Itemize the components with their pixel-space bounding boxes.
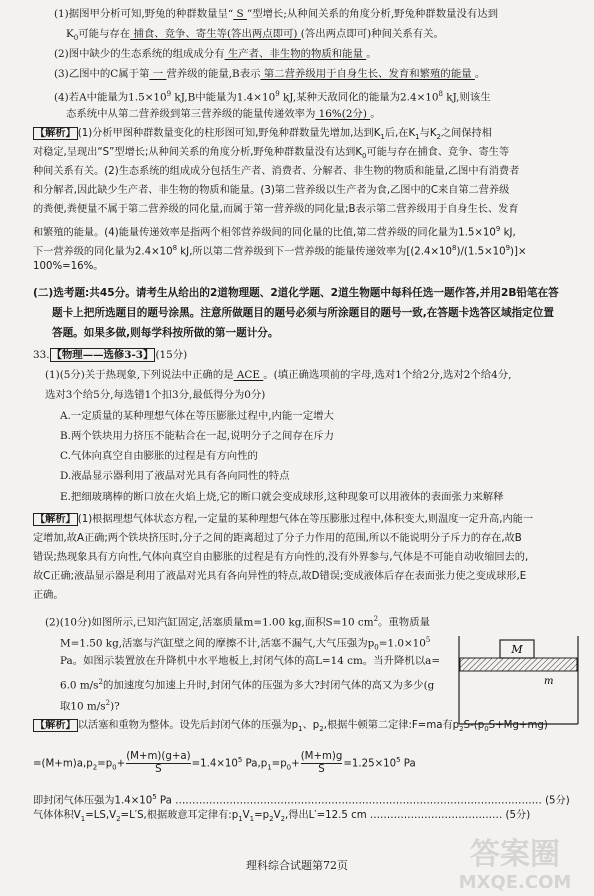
text-run: S+Mg+mg) (488, 720, 548, 731)
svg-text:答案圈: 答案圈 (470, 837, 560, 872)
text-run: 2 (373, 615, 379, 623)
question-line (0, 348, 594, 362)
text-run: 2 (319, 725, 324, 734)
text-run: Pa。如图示装置放在升降机中水平地板上,封闭气体的高L=14 cm。当升降机以a= (60, 655, 441, 667)
text-run: 2 (116, 815, 121, 824)
watermark-logo (440, 832, 590, 894)
text-run: 气体体积V (33, 810, 81, 821)
text-run: 故C正确;液晶显示器是利用了液晶对光具有各向异性的特点,故D错误;变成液体后存在表面张力使之变成球形,E (33, 571, 527, 582)
question-line (0, 429, 594, 443)
text-run: 对稳定,呈现出“S”型增长;从种间关系的角度分析,野兔种群数量没有达到K (33, 147, 363, 158)
text-run: B.两个铁块用力挤压不能粘合在一起,说明分子之间存在斥力 (60, 430, 335, 442)
text-run: (2)图中缺少的生态系统的组成成分有 (54, 48, 225, 60)
text-run: =p (254, 810, 270, 821)
answer-blank: 捕食、竞争、寄生等(答出两点即可) (130, 28, 301, 40)
text-run: (1)分析甲图种群数量变化的柱形图可知,野兔种群数量先增加,达到K (77, 128, 381, 139)
text-run: 5 (396, 756, 401, 764)
text-run: )? (110, 700, 120, 713)
analysis-line (0, 241, 594, 259)
text-run: 后,在K (384, 128, 416, 139)
text-run: 9 (166, 90, 172, 98)
text-run: (1)根据理想气体状态方程,一定量的某种理想气体在等压膨胀过程中,体积变大,则温度一定升高,内能一 (77, 514, 534, 525)
question-line (0, 368, 594, 382)
answer-blank: 一 (149, 68, 167, 80)
text-run: 2 (92, 763, 98, 772)
svg-text:MXQE.COM: MXQE.COM (458, 872, 572, 893)
analysis-line (0, 809, 594, 826)
text-run: kJ,某种天敌同化的能量为2.4×10 (279, 91, 439, 104)
text-run: 营养级的能量,B表示 (166, 68, 261, 80)
text-run: 1 (80, 815, 86, 824)
fraction: $\frac{(M+m)g}{S}$ (300, 750, 343, 775)
analysis-line (0, 165, 594, 179)
section-instruction-line (0, 306, 594, 320)
text-run: 2 (459, 725, 464, 734)
text-run: =1.4×10 (191, 758, 238, 770)
text-run: 与K (419, 128, 437, 139)
text-run: 以活塞和重物为整体。设先后封闭气体的压强为p (77, 720, 299, 731)
analysis-line (0, 570, 594, 584)
text-run: ,得出L′=12.5 cm ………………………………… (5分) (285, 810, 531, 821)
text-run: =L′S,根据玻意耳定律有:p (120, 810, 239, 821)
text-run: V (242, 810, 250, 821)
text-run: ,根据牛顿第二定律:F=ma有p (323, 720, 460, 731)
fraction: $\frac{(M+m)(g+a)}{S}$ (126, 750, 191, 775)
text-run: 33. (33, 349, 50, 361)
analysis-line (0, 551, 594, 565)
text-run: 选对3个给5分,每选错1个扣3分,最低得分为0分) (45, 389, 266, 401)
text-run: 题卡上把所选题目的题号涂黑。注意所做题目的题号必须与所涂题目的题号一致,在答题卡选答区域指定位置 (52, 307, 554, 319)
text-run: 0 (362, 152, 367, 161)
text-run: 种间关系有关。(2)生态系统的组成成分包括生产者、消费者、分解者、非生物的物质和能量,乙图中有消费者 (33, 166, 520, 177)
text-run: 。 (366, 48, 377, 60)
text-run: 1 (380, 133, 385, 142)
question-line (0, 107, 594, 121)
text-run: 下一营养级的同化量为2.4×10 (33, 246, 173, 258)
text-run: kJ,B中能量为1.4×10 (171, 91, 276, 104)
text-run: 9 (505, 244, 511, 252)
section-instruction-line (0, 286, 594, 300)
text-run: 可能与存在捕食、竞争、寄生等 (366, 147, 510, 158)
text-run: 2 (436, 133, 441, 142)
text-run: (二)选考题:共45分。请考生从给出的2道物理题、2道化学题、2道生物题中每科任选一题作答,并用2B铅笔在答 (33, 287, 559, 299)
question-line (0, 469, 594, 483)
text-run: 1 (238, 815, 243, 824)
text-run: (1)(5分)关于热现象,下列说法中正确的是 (45, 369, 234, 381)
text-run: Pa,p (242, 758, 268, 770)
text-run: 正确。 (33, 590, 64, 601)
label-tag: 【解析】 (35, 720, 76, 731)
question-line (0, 449, 594, 463)
text-run: 1 (249, 815, 255, 824)
text-run: 可能与存在 (78, 28, 131, 40)
analysis-line (0, 184, 594, 198)
text-run: (1)据图甲分析可知,野兔的种群数量呈“ (54, 8, 234, 20)
text-run: 0 (286, 763, 292, 772)
text-run: 态系统中从第二营养级到第三营养级的能量传递效率为 (66, 108, 316, 120)
text-run: D.液晶显示器利用了液晶对光具有各向同性的特点 (60, 470, 290, 482)
text-run: K (66, 28, 74, 40)
question-line (0, 47, 594, 61)
piston-label: m (544, 676, 554, 687)
question-line (0, 388, 594, 402)
text-run: (3)乙图中的C属于第 (54, 68, 150, 80)
text-run: 9 (275, 90, 280, 98)
text-run: 8 (452, 244, 457, 252)
text-run: A.一定质量的某种理想气体在等压膨胀过程中,内能一定增大 (60, 410, 334, 422)
text-run: S-(p (463, 720, 485, 731)
text-run: 6.0 m/s (60, 679, 99, 692)
text-run: 和分解者,因此缺少生产者、非生物的物质和能量。(3)第二营养级以生产者为食,乙图中的C来自第二营养级 (33, 185, 510, 196)
question-line (0, 409, 594, 423)
answer-blank: 16%(2分) (315, 108, 371, 120)
text-run: 、p (302, 720, 320, 731)
text-run: =1.0×10 (378, 637, 426, 650)
answer-blank: 生产者、非生物的物质和能量 (224, 48, 367, 60)
text-run: kJ,则该生 (442, 91, 491, 104)
text-run: ”型增长;从种间关系的角度分析,野兔种群数量没有达到 (246, 8, 499, 20)
text-run: 8 (172, 244, 178, 252)
section-instruction-line (0, 326, 594, 340)
text-run: 0 (484, 725, 489, 734)
text-run: 定增加,故A正确;两个铁块挤压时,分子之间的距离超过了分子力作用的范围,所以不能说明分子斥力的存在,故B (33, 533, 522, 544)
analysis-line (0, 127, 594, 144)
text-run: 0 (374, 643, 379, 652)
analysis-line (0, 260, 594, 274)
analysis-line (0, 222, 594, 240)
question-line (0, 67, 594, 81)
label-tag: 【解析】 (35, 514, 76, 525)
answer-blank: S (233, 8, 247, 20)
question-line (0, 490, 594, 504)
text-run: 5 (237, 756, 243, 764)
text-run: 取10 m/s (60, 700, 106, 713)
text-run: )/(1.5×10 (456, 246, 506, 258)
text-run: 2 (269, 815, 274, 824)
analysis-line (0, 746, 594, 781)
analysis-line (0, 513, 594, 527)
text-run: =LS,V (85, 810, 117, 821)
text-run: M=1.50 kg,活塞与汽缸壁之间的摩擦不计,活塞不漏气,大气压强为p (60, 637, 375, 650)
text-run: 5 (152, 793, 157, 801)
text-run: (答出两点即可)种间关系有关。 (300, 28, 444, 40)
page-footer: 理科综合试题第72页 (246, 859, 348, 872)
text-run: E.把细玻璃棒的断口放在火焰上烧,它的断口就会变成球形,这种现象可以用液体的表面张力来解释 (60, 491, 504, 503)
text-run: =p (97, 758, 113, 770)
answer-blank: ACE (233, 369, 264, 381)
analysis-line (0, 532, 594, 546)
text-run: V (273, 810, 281, 821)
text-run: 0 (73, 34, 79, 43)
text-run: 即封闭气体压强为1.4×10 (33, 795, 153, 807)
text-run: 。 (370, 108, 381, 120)
text-run: 1 (298, 725, 303, 734)
text-run: 。(填正确选项前的字母,选对1个给2分,选对2个给4分, (263, 369, 512, 381)
text-run: =p (271, 758, 287, 770)
text-run: kJ, (500, 227, 516, 239)
text-run: + (291, 758, 300, 770)
answer-blank: 第二营养级用于自身生长、发育和繁殖的能量 (260, 68, 475, 80)
question-line (0, 7, 594, 21)
text-run: 8 (438, 90, 443, 98)
label-tag: 【物理——选修3-3】 (51, 349, 154, 361)
text-run: 之间保持相 (440, 128, 492, 139)
analysis-line (0, 589, 594, 603)
question-line (0, 27, 594, 45)
text-run: Pa (400, 758, 416, 770)
text-run: 答题。如果多做,则每学科按所做的第一题计分。 (52, 327, 279, 339)
text-run: 1 (267, 763, 272, 772)
text-run: (2)(10分)如图所示,已知汽缸固定,活塞质量m=1.00 kg,面积S=10 cm (45, 616, 374, 629)
analysis-line (0, 146, 594, 163)
text-run: =1.25×10 (343, 758, 397, 770)
text-run: 9 (495, 225, 501, 233)
text-run: (15分) (155, 349, 188, 361)
text-run: 2 (98, 678, 103, 686)
question-line (0, 87, 594, 104)
text-run: Pa ……………………………………………………………………………………………… (5分) (156, 795, 570, 807)
text-run: + (116, 758, 126, 770)
text-run: 100%=16%。 (33, 261, 104, 272)
text-run: 2 (105, 699, 111, 707)
text-run: 的加速度匀加速上升时,封闭气体的压强为多大?封闭气体的高又为多少(g (102, 679, 435, 692)
text-run: 的粪便,粪便量不属于第二营养级的同化量,而属于第一营养级的同化量;B表示第二营养级用于自身生长、发育 (33, 204, 519, 215)
label-tag: 【解析】 (35, 128, 76, 139)
analysis-line (0, 203, 594, 217)
weight-label: M (511, 643, 523, 656)
text-run: =(M+m)a,p (33, 758, 93, 770)
text-run: 。 (474, 68, 486, 80)
text-run: 错误;热现象具有方向性,气体向真空自由膨胀的过程是有方向性的,没有外界参与,气体是不可能自动收缩回去的, (33, 552, 529, 563)
cylinder-diagram (456, 626, 584, 726)
text-run: 。重物质量 (378, 616, 430, 629)
text-run: )]× (510, 246, 527, 258)
text-run: 2 (280, 815, 286, 824)
text-run: (4)若A中能量为1.5×10 (54, 91, 167, 104)
text-run: 1 (415, 133, 420, 142)
analysis-line (0, 790, 594, 808)
text-run: 0 (112, 763, 117, 772)
text-run: 和繁殖的能量。(4)能量传递效率是指两个相邻营养级间的同化量的比值,第二营养级的同化量为1.5×10 (33, 227, 496, 239)
text-run: kJ,所以第二营养级到下一营养级的能量传递效率为[(2.4×10 (177, 246, 453, 258)
text-run: 5 (425, 636, 431, 644)
text-run: C.气体向真空自由膨胀的过程是有方向性的 (60, 450, 258, 462)
